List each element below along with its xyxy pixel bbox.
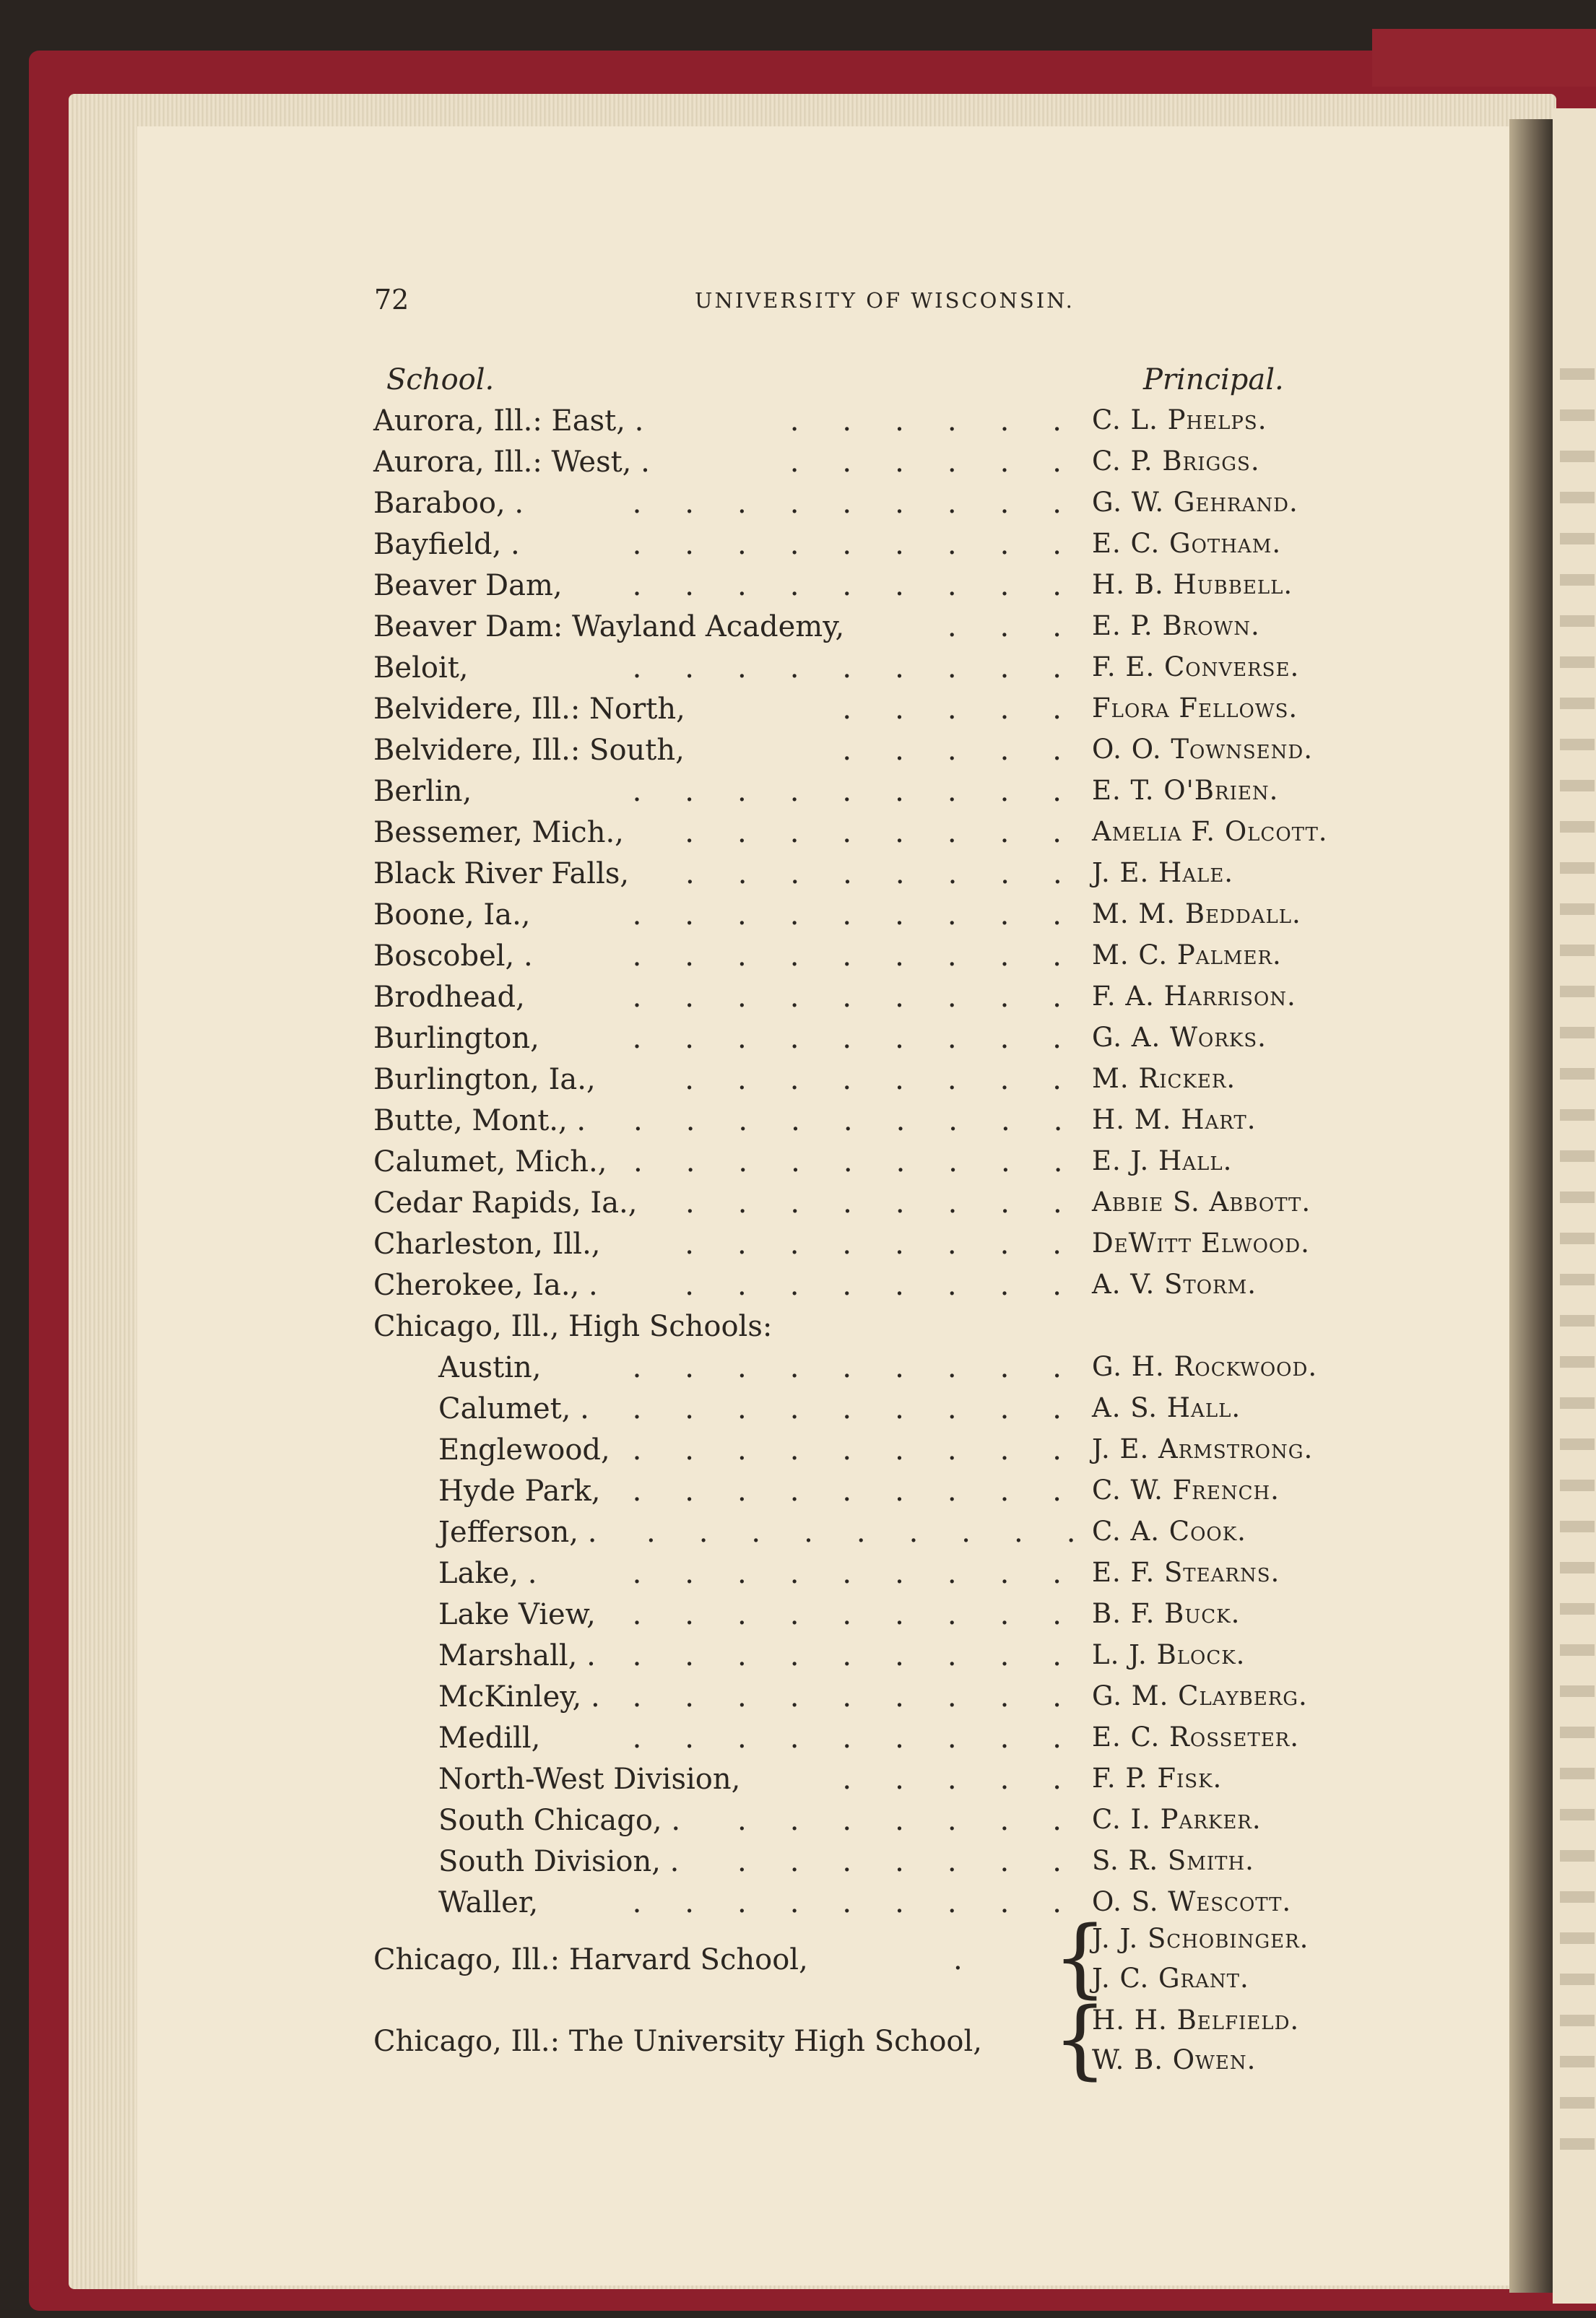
leader-dots: . . . . .	[842, 734, 1062, 767]
principal-name: C. W. French.	[1092, 1475, 1280, 1506]
school-name: Lake, .	[438, 1557, 537, 1590]
leader-dots: . . . . . . . . .	[632, 528, 1062, 561]
list-item	[0, 651, 1596, 693]
list-item	[0, 1516, 1596, 1557]
list-item	[0, 528, 1596, 569]
list-item	[0, 1845, 1596, 1886]
list-item	[0, 2044, 1596, 2085]
school-name: Butte, Mont., .	[373, 1104, 586, 1137]
leader-dots: . . . . . . . . .	[632, 569, 1062, 602]
adjacent-page-text-fragment	[1560, 2138, 1595, 2150]
principal-name: C. P. Briggs.	[1092, 446, 1260, 477]
list-item	[0, 1923, 1596, 1964]
leader-dots: . . . . . . . . .	[633, 1145, 1063, 1178]
school-name: Cherokee, Ia., .	[373, 1269, 598, 1302]
leader-dots: .	[953, 1943, 963, 1976]
leader-dots: . . . . . . . . .	[632, 1557, 1062, 1590]
leader-dots: . . . . . . . . .	[632, 1598, 1062, 1631]
principal-name: DeWitt Elwood.	[1092, 1228, 1310, 1259]
leader-dots: . . .	[947, 610, 1062, 643]
list-item	[0, 1392, 1596, 1433]
book-cover-top	[1372, 29, 1596, 87]
leader-dots: . . . . . . . . .	[632, 1022, 1062, 1055]
leader-dots: . . . . . . . . .	[632, 1722, 1062, 1755]
school-name: Burlington,	[373, 1022, 539, 1055]
leader-dots: . . . . . . . . .	[632, 1433, 1062, 1467]
list-item	[0, 1475, 1596, 1516]
principal-name: J. C. Grant.	[1092, 1963, 1249, 1994]
principal-name: J. E. Armstrong.	[1092, 1433, 1314, 1464]
leader-dots: . . . . . . . .	[685, 857, 1062, 890]
leader-dots: . . . . .	[842, 1763, 1062, 1796]
list-item	[0, 404, 1596, 446]
school-name: Black River Falls,	[373, 857, 630, 890]
principal-name: O. S. Wescott.	[1092, 1886, 1292, 1917]
leader-dots: . . . . . . . . .	[632, 981, 1062, 1014]
list-item	[0, 1351, 1596, 1392]
principal-name: M. M. Beddall.	[1092, 898, 1301, 929]
principal-name: A. V. Storm.	[1092, 1269, 1257, 1300]
principal-name: C. A. Cook.	[1092, 1516, 1246, 1547]
leader-dots: . . . . . . . .	[685, 1269, 1062, 1302]
list-item	[0, 487, 1596, 528]
list-item	[0, 1269, 1596, 1310]
school-name: Burlington, Ia.,	[373, 1063, 596, 1096]
school-name: Aurora, Ill.: East, .	[373, 404, 644, 438]
school-column-header: School.	[386, 363, 495, 396]
list-item	[0, 2005, 1596, 2046]
school-name: Calumet, Mich.,	[373, 1145, 607, 1178]
school-name: South Chicago, .	[438, 1804, 681, 1837]
leader-dots: . . . . . . .	[737, 1845, 1062, 1878]
school-name: Belvidere, Ill.: North,	[373, 693, 685, 726]
leader-dots: . . . . . . . . .	[632, 939, 1062, 973]
school-name: Boone, Ia.,	[373, 898, 531, 932]
school-name: Aurora, Ill.: West, .	[373, 446, 650, 479]
list-item	[0, 898, 1596, 939]
list-item	[0, 1433, 1596, 1475]
leader-dots: . . . . . . . . .	[632, 1886, 1062, 1919]
principal-name: Flora Fellows.	[1092, 693, 1298, 724]
leader-dots: . . . . . . . . .	[632, 1680, 1062, 1714]
list-item	[0, 1722, 1596, 1763]
school-name: Beaver Dam,	[373, 569, 563, 602]
principal-name: G. W. Gehrand.	[1092, 487, 1298, 518]
list-item	[0, 569, 1596, 610]
principal-name: G. H. Rockwood.	[1092, 1351, 1318, 1382]
list-item	[0, 610, 1596, 651]
list-item	[0, 446, 1596, 487]
list-item	[0, 1186, 1596, 1228]
school-name: Chicago, Ill., High Schools:	[373, 1310, 773, 1343]
principal-column-header: Principal.	[1143, 363, 1284, 396]
principal-name: G. M. Clayberg.	[1092, 1680, 1308, 1711]
principal-name: S. R. Smith.	[1092, 1845, 1254, 1876]
running-head	[0, 284, 1596, 320]
leader-dots: . . . . . . . . .	[633, 1104, 1063, 1137]
school-name: South Division, .	[438, 1845, 680, 1878]
leader-dots: . . . . . .	[789, 404, 1062, 438]
school-name: Waller,	[438, 1886, 539, 1919]
school-name: Cedar Rapids, Ia.,	[373, 1186, 638, 1220]
leader-dots: . . . . . . . . .	[632, 1392, 1062, 1425]
school-name: Boscobel, .	[373, 939, 533, 973]
principal-name: E. J. Hall.	[1092, 1145, 1233, 1176]
list-item	[0, 1763, 1596, 1804]
school-name: Beloit,	[373, 651, 469, 685]
principal-name: E. T. O'Brien.	[1092, 775, 1279, 806]
principal-name: B. F. Buck.	[1092, 1598, 1241, 1629]
leader-dots: . . . . . . . .	[685, 816, 1062, 849]
principal-name: F. A. Harrison.	[1092, 981, 1296, 1012]
list-item	[0, 734, 1596, 775]
school-name: Berlin,	[373, 775, 472, 808]
principal-name: F. P. Fisk.	[1092, 1763, 1223, 1794]
school-name: Jefferson, .	[438, 1516, 597, 1549]
page-number: 72	[374, 284, 409, 316]
school-name: Brodhead,	[373, 981, 525, 1014]
leader-dots: . . . . . . . . .	[632, 775, 1062, 808]
leader-dots: . . . . . . . .	[685, 1186, 1062, 1220]
adjacent-page-text-fragment	[1560, 368, 1595, 380]
principal-name: C. L. Phelps.	[1092, 404, 1267, 435]
school-name: Austin,	[438, 1351, 542, 1384]
running-title: UNIVERSITY OF WISCONSIN.	[695, 288, 1075, 313]
principal-name: F. E. Converse.	[1092, 651, 1300, 682]
brace-icon: {	[1053, 1989, 1108, 2088]
principal-name: M. C. Palmer.	[1092, 939, 1282, 971]
school-name: Belvidere, Ill.: South,	[373, 734, 685, 767]
school-name: Beaver Dam: Wayland Academy,	[373, 610, 845, 643]
principal-name: G. A. Works.	[1092, 1022, 1267, 1053]
school-name: Englewood,	[438, 1433, 610, 1467]
leader-dots: . . . . . . . . .	[632, 898, 1062, 932]
list-item	[0, 939, 1596, 981]
leader-dots: . . . . . . . . .	[632, 487, 1062, 520]
leader-dots: . . . . . .	[789, 446, 1062, 479]
principal-name: H. M. Hart.	[1092, 1104, 1257, 1135]
list-item	[0, 1145, 1596, 1186]
leader-dots: . . . . . . . . .	[632, 1475, 1062, 1508]
list-item	[0, 1639, 1596, 1680]
leader-dots: . . . . . . . .	[685, 1228, 1062, 1261]
school-name: McKinley, .	[438, 1680, 600, 1714]
adjacent-page-text-fragment	[1560, 2097, 1595, 2109]
school-name: Marshall, .	[438, 1639, 596, 1672]
list-item	[0, 857, 1596, 898]
principal-name: M. Ricker.	[1092, 1063, 1236, 1094]
school-name: North-West Division,	[438, 1763, 741, 1796]
leader-dots: . . . . .	[842, 693, 1062, 726]
leader-dots: . . . . . . . . .	[632, 1351, 1062, 1384]
principal-name: E. P. Brown.	[1092, 610, 1260, 641]
principal-name: A. S. Hall.	[1092, 1392, 1241, 1423]
list-item	[0, 1557, 1596, 1598]
school-name: Calumet, .	[438, 1392, 589, 1425]
school-name: Bessemer, Mich.,	[373, 816, 624, 849]
principal-name: E. C. Gotham.	[1092, 528, 1282, 559]
principal-name: E. C. Rosseter.	[1092, 1722, 1300, 1753]
leader-dots: . . . . . . . . .	[632, 651, 1062, 685]
school-name: Bayfield, .	[373, 528, 520, 561]
school-name: Chicago, Ill.: Harvard School,	[373, 1943, 808, 1976]
principal-name: Amelia F. Olcott.	[1092, 816, 1328, 847]
list-item	[0, 1886, 1596, 1927]
leader-dots: . . . . . . . . .	[646, 1516, 1076, 1549]
list-item	[0, 816, 1596, 857]
list-item	[0, 1598, 1596, 1639]
leader-dots: . . . . . . . .	[685, 1063, 1062, 1096]
school-name: Medill,	[438, 1722, 541, 1755]
school-name: Baraboo, .	[373, 487, 524, 520]
school-name: Charleston, Ill.,	[373, 1228, 601, 1261]
brace-icon: {	[1053, 1907, 1108, 2007]
list-item	[0, 693, 1596, 734]
leader-dots: . . . . . . .	[737, 1804, 1062, 1837]
list-item	[0, 1228, 1596, 1269]
list-item	[0, 1104, 1596, 1145]
principal-name: C. I. Parker.	[1092, 1804, 1262, 1835]
principal-name: E. F. Stearns.	[1092, 1557, 1280, 1588]
principal-name: W. B. Owen.	[1092, 2044, 1257, 2075]
principal-name: H. B. Hubbell.	[1092, 569, 1293, 600]
list-item	[0, 1680, 1596, 1722]
school-name: Chicago, Ill.: The University High School,	[373, 2025, 983, 2058]
list-item	[0, 1063, 1596, 1104]
leader-dots: . . . . . . . . .	[632, 1639, 1062, 1672]
principal-name: L. J. Block.	[1092, 1639, 1246, 1670]
principal-name: H. H. Belfield.	[1092, 2005, 1300, 2036]
list-item	[0, 1963, 1596, 2004]
list-item	[0, 1804, 1596, 1845]
principal-name: J. E. Hale.	[1092, 857, 1234, 888]
principal-name: O. O. Townsend.	[1092, 734, 1313, 765]
principal-name: Abbie S. Abbott.	[1092, 1186, 1311, 1217]
list-item	[0, 1022, 1596, 1063]
school-name: Hyde Park,	[438, 1475, 601, 1508]
list-item	[0, 775, 1596, 816]
list-item	[0, 981, 1596, 1022]
list-item	[0, 1310, 1596, 1351]
school-name: Lake View,	[438, 1598, 596, 1631]
principal-name: J. J. Schobinger.	[1092, 1923, 1309, 1954]
